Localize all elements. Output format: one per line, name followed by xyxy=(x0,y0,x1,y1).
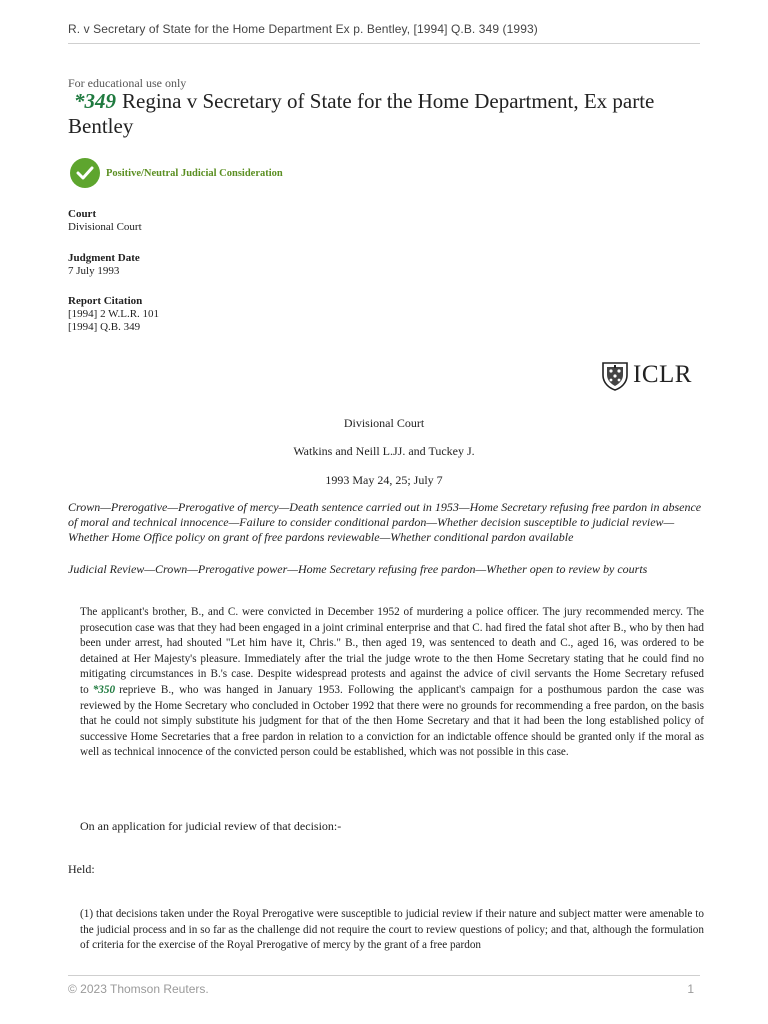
report-citation-heading: Report Citation xyxy=(68,295,143,307)
judges-line: Watkins and Neill L.JJ. and Tuckey J. xyxy=(293,444,475,458)
hearing-dates-line: 1993 May 24, 25; July 7 xyxy=(325,473,443,487)
application-line: On an application for judicial review of that decision:- xyxy=(80,819,342,833)
catchwords-crown: Crown—Prerogative—Prerogative of mercy—Death sentence carried out in 1953—Home Secretary refusing free pardon in absence of moral and technical innocence—Failure to consider conditional pardon—Whether decision susceptible to judicial review—Whether Home Office policy on grant of free pardons reviewable—Whether conditional pardon available xyxy=(68,500,702,544)
crest-icon xyxy=(600,359,630,391)
court-value: Divisional Court xyxy=(68,221,142,233)
report-citation-wlr: [1994] 2 W.L.R. 101 xyxy=(68,308,160,320)
case-title xyxy=(68,89,708,139)
iclr-logo-text: ICLR xyxy=(633,361,692,388)
page-number: 1 xyxy=(687,982,694,996)
headnote-part-1: The applicant's brother, B., and C. were convicted in December 1952 of murdering a police officer. The jury recommended mercy. The prosecution case was that they had been engaged in a joint criminal enterprise and that C. had fired the fatal shot after B., who by then had been under arrest, had shouted "Let him have it, Chris." B., then aged 19, was sentenced to death and C., aged 16, was ordered to be detained at Her Majesty's pleasure. Immediately after the trial the judge wrote to the then Home Secretary stating that he could find no mitigating circumstances in B.'s case. Despite widespread protests and against the advice of civil servants the Home Secretary refused to xyxy=(80,606,704,696)
court-section xyxy=(68,208,142,234)
header-divider xyxy=(68,43,700,44)
running-header: R. v Secretary of State for the Home Department Ex p. Bentley, [1994] Q.B. 349 (1993) xyxy=(68,22,538,36)
judicial-consideration-badge[interactable] xyxy=(70,157,283,189)
headnote-facts xyxy=(80,605,704,761)
court-line: Divisional Court xyxy=(343,416,425,430)
case-title-text: Regina v Secretary of State for the Home Department, Ex parte Bentley xyxy=(68,89,655,138)
catchwords-judicial-review: Judicial Review—Crown—Prerogative power—Home Secretary refusing free pardon—Whether open to review by courts xyxy=(68,562,648,576)
court-heading: Court xyxy=(68,208,97,220)
judgment-date-heading: Judgment Date xyxy=(68,252,140,264)
footer-copyright: © 2023 Thomson Reuters. xyxy=(68,982,209,996)
report-citation-section xyxy=(68,295,159,334)
judicial-consideration-label: Positive/Neutral Judicial Consideration xyxy=(106,167,283,179)
report-citation-qb: [1994] Q.B. 349 xyxy=(68,321,141,333)
held-label: Held: xyxy=(68,862,95,876)
educational-use-note: For educational use only xyxy=(68,76,187,90)
iclr-logo xyxy=(600,358,692,392)
star-page-marker-inline[interactable]: *350 xyxy=(92,683,116,696)
footer-divider xyxy=(68,975,700,976)
judgment-date-value: 7 July 1993 xyxy=(68,265,120,277)
star-page-marker[interactable]: *349 xyxy=(74,89,116,113)
holding-1: (1) that decisions taken under the Royal Prerogative were susceptible to judicial review if their nature and subject matter were amenable to the judicial process and in so far as the challenge did not require the court to review questions of policy; and that, although the formulation of criteria for the exercise of the Royal Prerogative of mercy by the grant of a free pardon xyxy=(80,908,704,952)
headnote-part-2: reprieve B., who was hanged in January 1953. Following the applicant's campaign for a posthumous pardon the case was reviewed by the Home Secretary who concluded in October 1992 that there were no grounds for recommending a free pardon, on the basis that he could not simply substitute his judgment for that of the then Home Secretary and that it had been the long established policy of successive Home Secretaries that a free pardon in relation to a conviction for an indictable offence should be granted only if the moral as well as technical innocence of the convicted person could be established, which was not possible in this case. xyxy=(80,683,704,759)
check-circle-icon xyxy=(70,158,100,188)
judgment-date-section xyxy=(68,252,140,278)
